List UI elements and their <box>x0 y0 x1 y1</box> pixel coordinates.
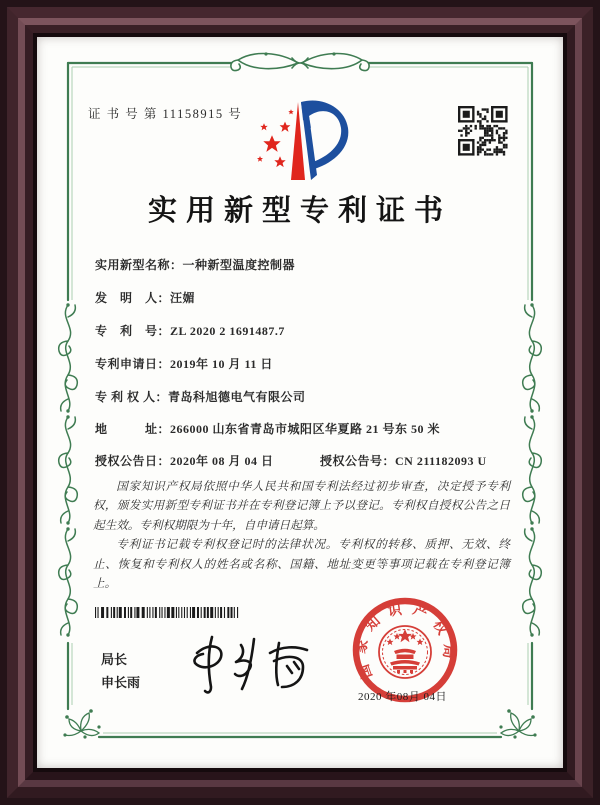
field-filing-date <box>95 355 525 372</box>
field-label: 授权公告号： <box>320 454 396 468</box>
field-label: 地 址： <box>95 422 171 436</box>
seal-national-emblem <box>379 626 431 678</box>
field-value: ZL 2020 2 1691487.7 <box>170 324 285 338</box>
right-vine-ornament <box>523 303 542 636</box>
director-block <box>101 648 140 694</box>
certificate-number: 证 书 号 第 11158915 号 <box>88 107 243 121</box>
seal-date: 2020 年08月 04日 <box>358 691 447 703</box>
qr-code-icon <box>458 106 510 158</box>
field-label: 专利申请日： <box>95 357 171 371</box>
field-value: 2019年 10 月 11 日 <box>170 357 273 371</box>
field-value: 青岛科旭德电气有限公司 <box>168 390 306 404</box>
field-value: 2020年 08 月 04 日 <box>170 454 274 468</box>
field-value: 一种新型温度控制器 <box>182 258 296 272</box>
signature-shen-changyu-icon <box>178 630 313 698</box>
seal-text: 国家知识产权局 <box>352 600 457 681</box>
director-name: 申长雨 <box>101 675 141 690</box>
field-label: 授权公告日： <box>95 454 171 468</box>
certificate-title: 实用新型专利证书 <box>147 195 452 227</box>
bottom-right-floral <box>499 709 536 738</box>
field-address <box>95 420 525 437</box>
field-value: 266000 山东省青岛市城阳区华夏路 21 号东 50 米 <box>170 422 441 436</box>
field-patent-number <box>95 322 525 339</box>
field-value: CN 211182093 U <box>395 454 487 468</box>
barcode-icon <box>95 607 240 618</box>
director-title: 局长 <box>101 652 128 667</box>
legal-text <box>93 477 510 593</box>
field-utility-model-name <box>95 256 525 273</box>
field-label: 实用新型名称： <box>95 258 183 272</box>
field-patentee <box>95 388 525 405</box>
field-label: 发 明 人： <box>95 291 171 305</box>
legal-paragraph-1: 国家知识产权局依照中华人民共和国专利法经过初步审查，决定授予专利权，颁发实用新型专利证书并在专利登记簿上予以登记。专利权自授权公告之日起生效。专利权期限为十年，自申请日起算。 <box>93 480 510 532</box>
field-label: 专 利 权 人： <box>95 390 169 404</box>
bottom-left-floral <box>63 709 100 738</box>
field-grant-number <box>320 452 487 469</box>
field-value: 汪媚 <box>170 291 196 305</box>
left-vine-ornament <box>59 303 78 636</box>
top-flourish-ornament <box>231 52 369 70</box>
field-inventor <box>95 289 525 306</box>
legal-paragraph-2: 专利证书记载专利权登记时的法律状况。专利权的转移、质押、无效、终止、恢复和专利权人的姓名或名称、国籍、地址变更等事项记载在专利登记簿上。 <box>93 538 510 591</box>
field-grant-row <box>95 452 525 469</box>
cnipa-patent-logo-icon <box>251 98 351 184</box>
field-label: 专 利 号： <box>95 324 171 338</box>
